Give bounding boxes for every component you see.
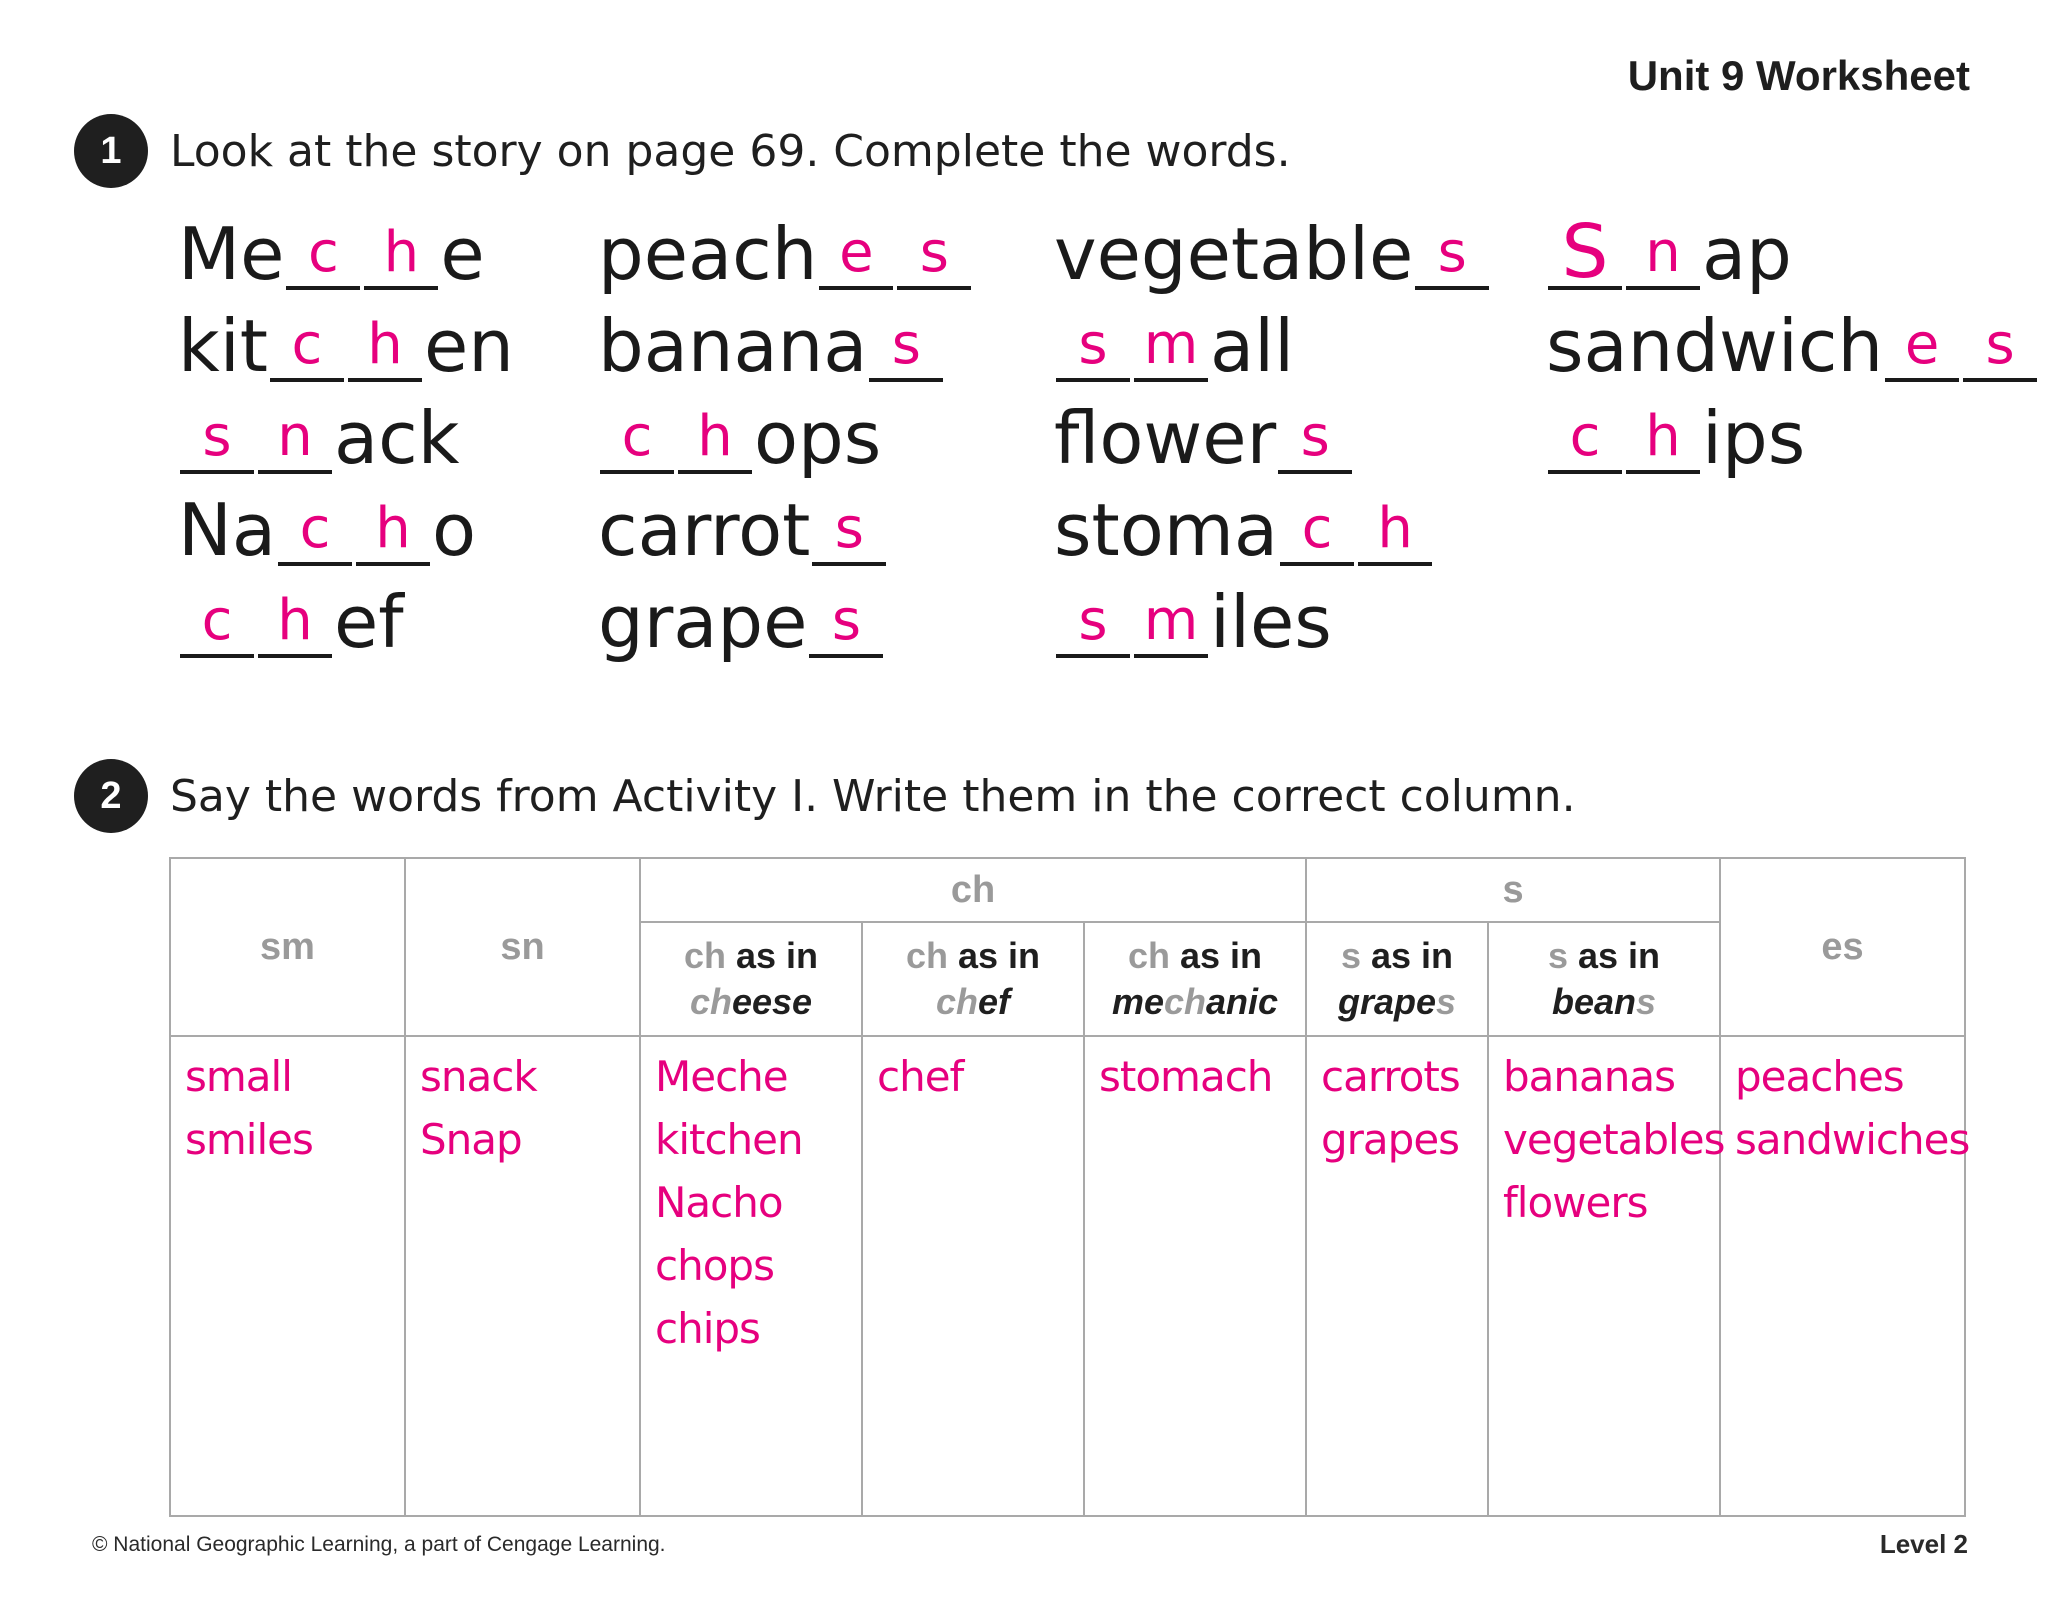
word-bananas — [598, 302, 973, 394]
answer-blank[interactable]: s — [180, 404, 254, 474]
activity-number-badge: 2 — [74, 759, 148, 833]
answer-blank[interactable]: c — [1280, 496, 1354, 566]
word-suffix: ips — [1702, 396, 1806, 480]
answer-blank[interactable]: c — [600, 404, 674, 474]
header-ch-as-in-mechanic: ch as in mechanic — [1084, 922, 1306, 1036]
list-item: carrots — [1321, 1052, 1460, 1101]
word-suffix: ef — [334, 580, 404, 664]
answer-blank[interactable]: c — [1548, 404, 1622, 474]
word-snack — [178, 394, 514, 486]
list-item: smiles — [185, 1115, 313, 1164]
word-chops — [598, 394, 973, 486]
word-suffix: ops — [754, 396, 882, 480]
answers-s-grapes[interactable] — [1306, 1036, 1488, 1516]
answer-blank[interactable]: c — [270, 312, 344, 382]
word-suffix: ack — [334, 396, 460, 480]
header-ch-group: ch — [640, 858, 1306, 922]
word-small — [1054, 302, 1491, 394]
answer-blank[interactable]: h — [1358, 496, 1432, 566]
list-item: stomach — [1099, 1052, 1273, 1101]
list-item: Nacho — [655, 1178, 783, 1227]
activity-number-badge: 1 — [74, 114, 148, 188]
header-sm: sm — [170, 858, 405, 1036]
list-item: kitchen — [655, 1115, 803, 1164]
activity-2-heading — [74, 759, 1576, 833]
answer-blank[interactable]: m — [1134, 588, 1208, 658]
answer-blank[interactable]: s — [1278, 404, 1352, 474]
word-prefix: sandwich — [1546, 304, 1884, 388]
list-item: Meche — [655, 1052, 788, 1101]
word-prefix: grape — [598, 580, 808, 664]
word-snap — [1546, 210, 2039, 302]
answer-blank[interactable]: h — [678, 404, 752, 474]
answers-ch-cheese[interactable] — [640, 1036, 862, 1516]
answer-blank[interactable]: m — [1134, 312, 1208, 382]
list-item: snack — [420, 1052, 537, 1101]
copyright-notice: © National Geographic Learning, a part of Cengage Learning. — [92, 1533, 666, 1556]
word-grapes — [598, 578, 973, 670]
word-suffix: ap — [1702, 212, 1792, 296]
word-carrots — [598, 486, 973, 578]
word-chef — [178, 578, 514, 670]
list-item: chips — [655, 1304, 760, 1353]
list-item: small — [185, 1052, 292, 1101]
answers-s-beans[interactable] — [1488, 1036, 1725, 1516]
exercise-column-4 — [1546, 210, 2039, 486]
word-flowers — [1054, 394, 1491, 486]
list-item: chops — [655, 1241, 774, 1290]
word-suffix: o — [431, 488, 477, 572]
answer-blank[interactable]: n — [258, 404, 332, 474]
word-prefix: Me — [178, 212, 285, 296]
answer-blank[interactable]: h — [348, 312, 422, 382]
answer-blank[interactable]: h — [258, 588, 332, 658]
word-kitchen — [178, 302, 514, 394]
list-item: bananas — [1503, 1052, 1675, 1101]
answer-blank[interactable]: s — [1415, 220, 1489, 290]
answers-sm[interactable] — [170, 1036, 405, 1516]
answer-blank[interactable]: s — [809, 588, 883, 658]
answers-ch-mechanic[interactable] — [1084, 1036, 1306, 1516]
answer-blank[interactable]: s — [1056, 312, 1130, 382]
answer-blank[interactable]: s — [897, 220, 971, 290]
word-stomach — [1054, 486, 1491, 578]
word-chips — [1546, 394, 2039, 486]
exercise-column-1 — [178, 210, 514, 670]
activity-1-heading — [74, 114, 1291, 188]
answer-blank[interactable]: h — [364, 220, 438, 290]
answer-blank[interactable]: c — [286, 220, 360, 290]
answer-blank[interactable]: s — [1056, 588, 1130, 658]
word-suffix: en — [423, 304, 514, 388]
list-item: vegetables — [1503, 1115, 1725, 1164]
header-sn: sn — [405, 858, 640, 1036]
word-prefix: vegetable — [1054, 212, 1414, 296]
word-prefix: Na — [178, 488, 276, 572]
activity-1-instruction: Look at the story on page 69. Complete the words. — [170, 125, 1291, 177]
answer-blank[interactable]: e — [819, 220, 893, 290]
answer-blank[interactable]: s — [1963, 312, 2037, 382]
list-item: sandwiches — [1735, 1115, 1970, 1164]
word-smiles — [1054, 578, 1491, 670]
header-s-group: s — [1306, 858, 1720, 922]
answers-ch-chef[interactable] — [862, 1036, 1084, 1516]
word-suffix: iles — [1210, 580, 1332, 664]
answer-blank[interactable]: h — [1626, 404, 1700, 474]
level-label: Level 2 — [1879, 1529, 1968, 1559]
header-s-as-in-grapes: s as in grapes — [1306, 922, 1488, 1036]
word-prefix: flower — [1054, 396, 1277, 480]
word-vegetables — [1054, 210, 1491, 302]
word-prefix: banana — [598, 304, 868, 388]
word-prefix: stoma — [1054, 488, 1279, 572]
word-suffix: all — [1210, 304, 1295, 388]
exercise-column-3 — [1054, 210, 1491, 670]
word-meche — [178, 210, 514, 302]
header-s-as-in-beans: s as in beans — [1488, 922, 1720, 1036]
word-prefix: peach — [598, 212, 818, 296]
worksheet-title: Unit 9 Worksheet — [1627, 52, 1970, 99]
answers-sn[interactable] — [405, 1036, 640, 1516]
word-peaches — [598, 210, 973, 302]
answer-blank[interactable]: s — [812, 496, 886, 566]
answer-blank[interactable]: n — [1626, 220, 1700, 290]
answer-blank[interactable]: e — [1885, 312, 1959, 382]
exercise-column-2 — [598, 210, 973, 670]
header-ch-as-in-cheese: ch as in cheese — [640, 922, 862, 1036]
answer-blank[interactable]: h — [356, 496, 430, 566]
list-item: peaches — [1735, 1052, 1904, 1101]
word-prefix: kit — [178, 304, 268, 388]
list-item: chef — [877, 1052, 964, 1101]
answer-blank[interactable]: c — [180, 588, 254, 658]
word-nacho — [178, 486, 514, 578]
list-item: flowers — [1503, 1178, 1648, 1227]
header-es: es — [1720, 858, 1965, 1036]
answer-blank[interactable]: s — [869, 312, 943, 382]
answers-es[interactable] — [1720, 1036, 1970, 1516]
activity-2-instruction: Say the words from Activity I. Write them in the correct column. — [170, 770, 1576, 822]
word-suffix: e — [440, 212, 485, 296]
header-ch-as-in-chef: ch as in chef — [862, 922, 1084, 1036]
word-prefix: carrot — [598, 488, 811, 572]
list-item: grapes — [1321, 1115, 1460, 1164]
answer-blank[interactable]: S — [1548, 220, 1622, 290]
sorting-table — [169, 857, 1970, 1517]
answer-blank[interactable]: c — [278, 496, 352, 566]
word-sandwiches — [1546, 302, 2039, 394]
list-item: Snap — [420, 1115, 522, 1164]
